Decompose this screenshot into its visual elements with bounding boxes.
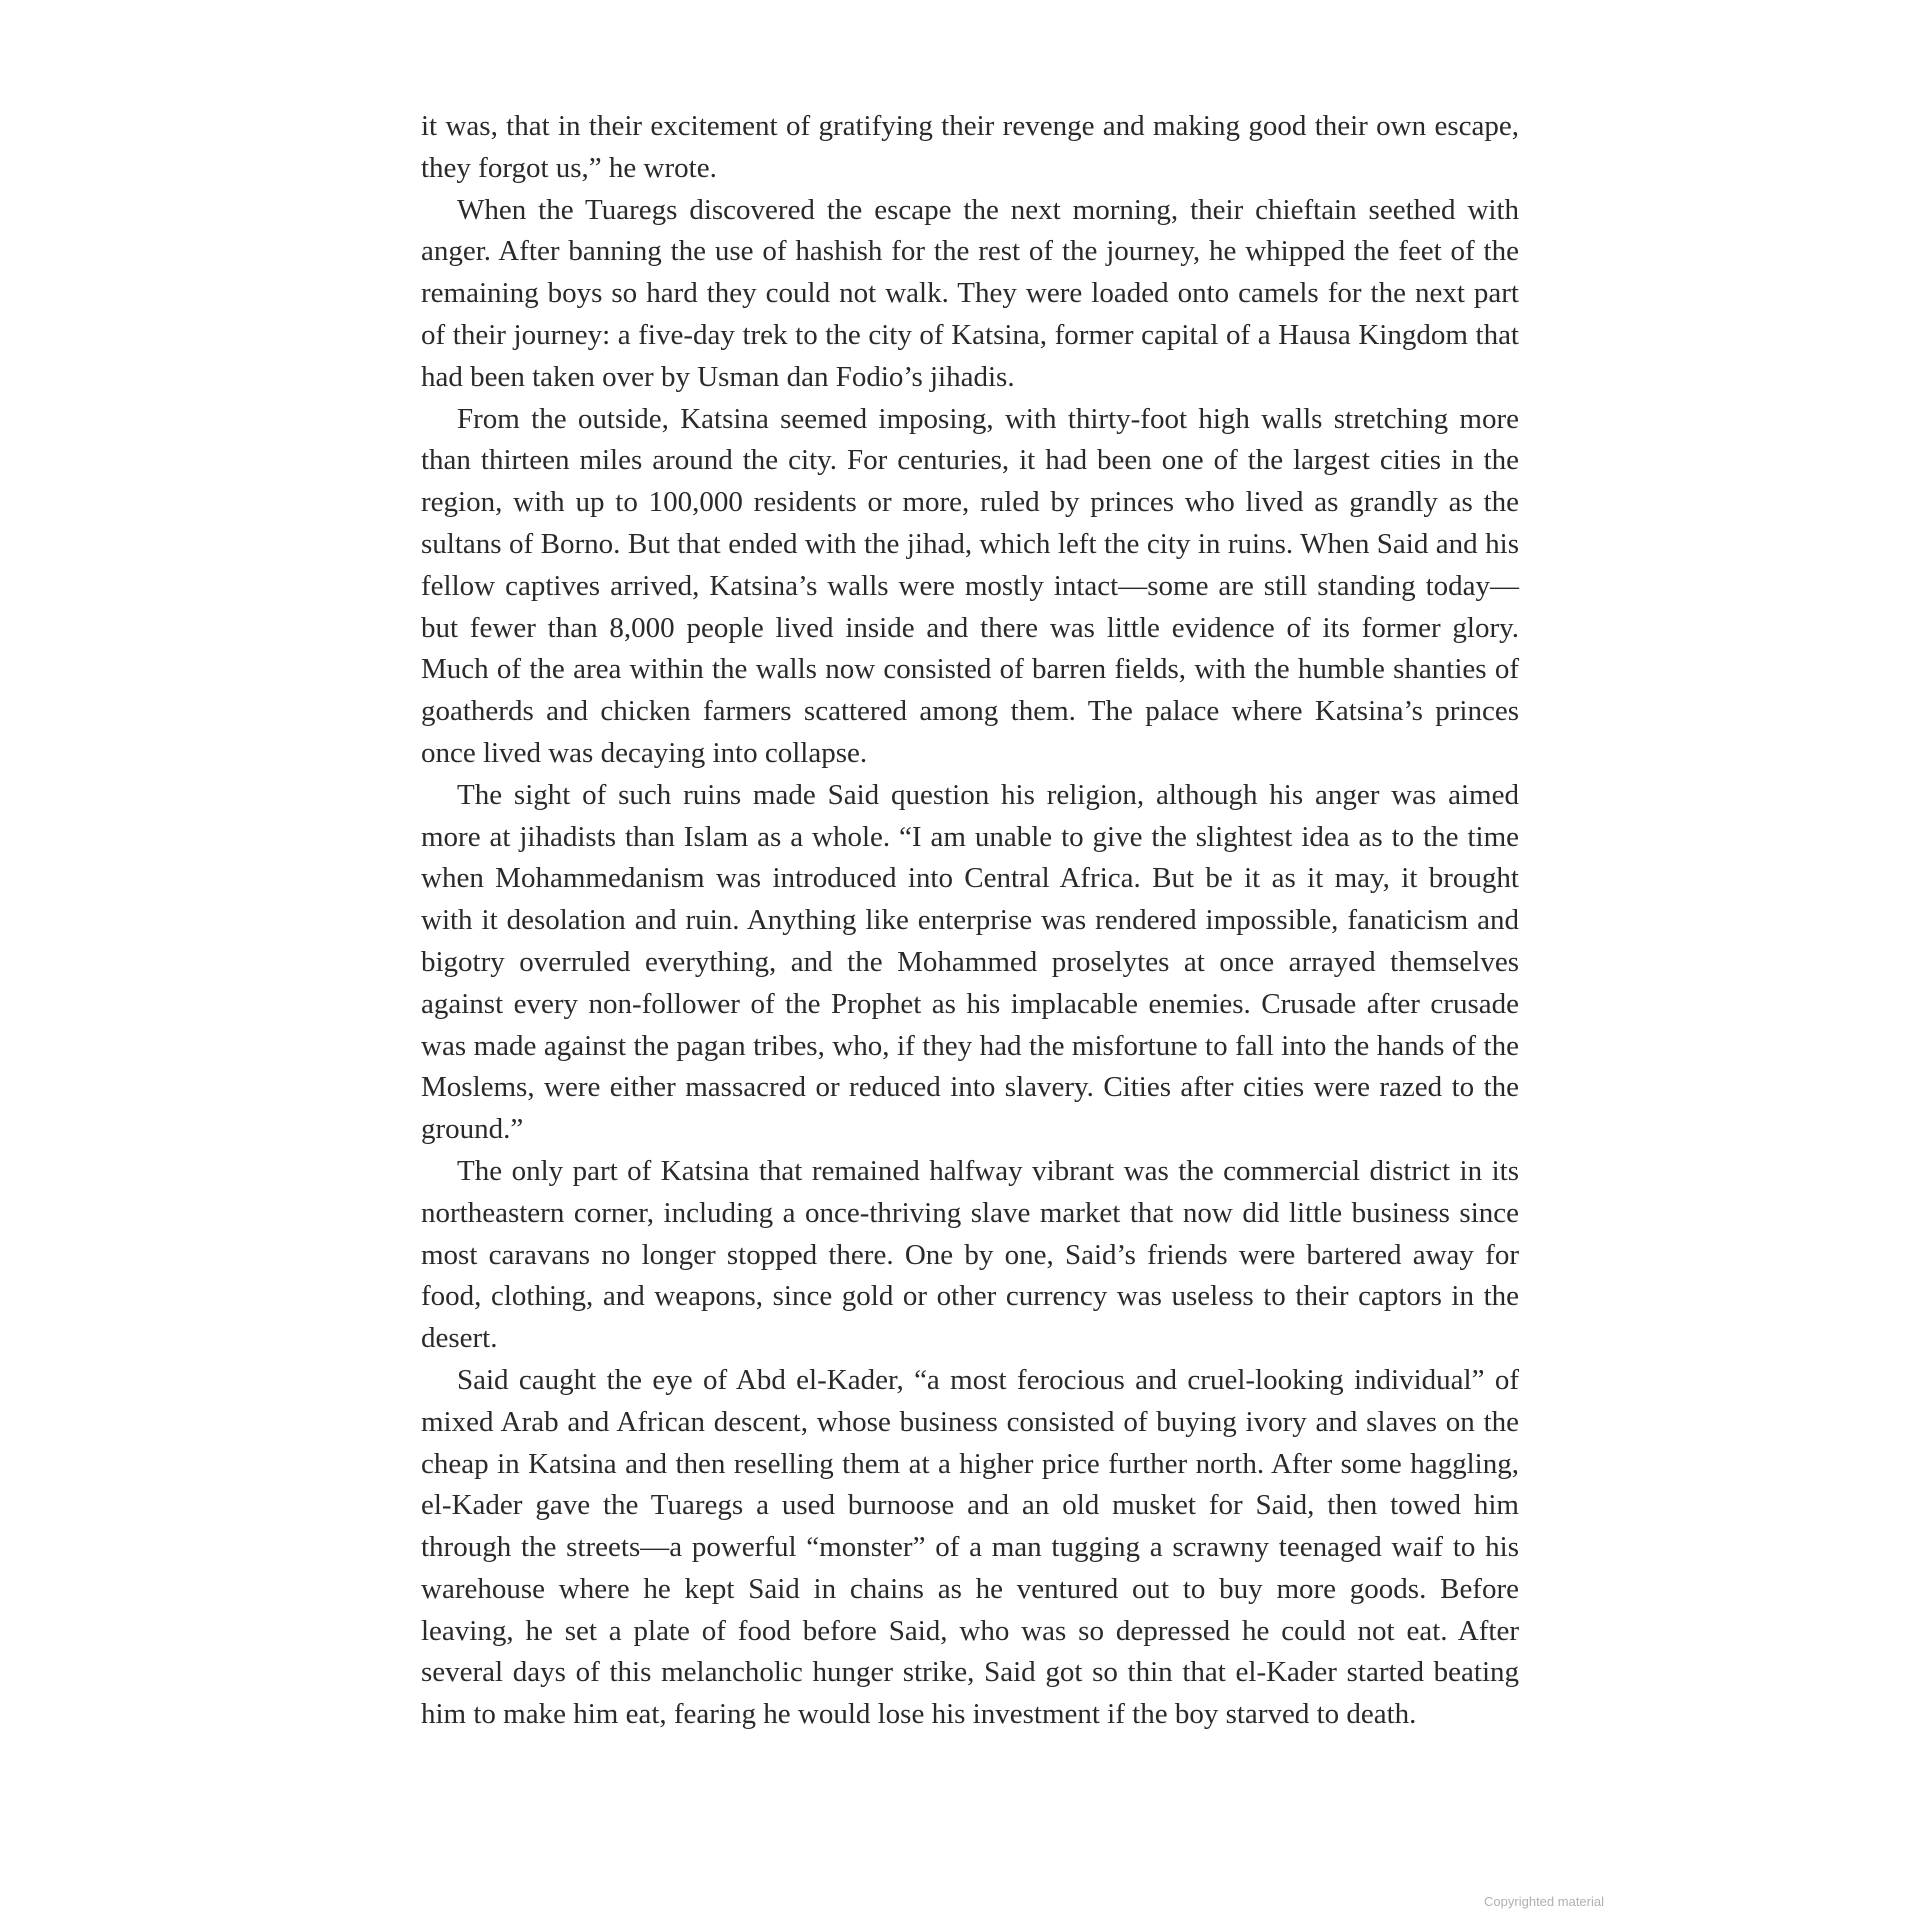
copyright-watermark: Copyrighted material — [1484, 1894, 1604, 1909]
paragraph-continuation: it was, that in their excitement of gratifying their revenge and making good their own escape, they forgot us,” he wrote. — [421, 110, 1519, 184]
paragraph-religion-quote: The sight of such ruins made Said question his religion, although his anger was aimed more at jihadists than Islam as a whole. “I am unable to give the slightest idea as to the time when Mohammedanism was introduced into Central Africa. But be it as it may, it brought with it desolation and ruin. Anything like enterprise was rendered impossible, fanaticism and bigotry overruled everything, and the Mohammed proselytes at once arrayed themselves against every non-follower of the Prophet as his implacable enemies. Crusade after crusade was made against the pagan tribes, who, if they had the misfortune to fall into the hands of the Moslems, were either massacred or reduced into slavery. Cities after cities were razed to the ground.” — [421, 778, 1519, 1146]
paragraph-katsina-description: From the outside, Katsina seemed imposing, with thirty-foot high walls stretching more than thirteen miles around the city. For centuries, it had been one of the largest cities in the region, with up to 100,000 residents or more, ruled by princes who lived as grandly as the sultans of Borno. But that ended with the jihad, which left the city in ruins. When Said and his fellow captives arrived, Katsina’s walls were mostly intact—some are still standing today—but fewer than 8,000 people lived inside and there was little evidence of its former glory. Much of the area within the walls now consisted of barren fields, with the humble shanties of goatherds and chicken farmers scattered among them. The palace where Katsina’s princes once lived was decaying into collapse. — [421, 402, 1519, 769]
paragraph-tuaregs-discovery: When the Tuaregs discovered the escape the next morning, their chieftain seethed with anger. After banning the use of hashish for the rest of the journey, he whipped the feet of the remaining boys so hard they could not walk. They were loaded onto camels for the next part of their journey: a five-day trek to the city of Katsina, former capital of a Hausa Kingdom that had been taken over by Usman dan Fodio’s jihadis. — [421, 193, 1519, 393]
paragraph-abd-el-kader: Said caught the eye of Abd el-Kader, “a most ferocious and cruel-looking individual” of mixed Arab and African descent, whose business consisted of buying ivory and slaves on the cheap in Katsina and then reselling them at a higher price further north. After some haggling, el-Kader gave the Tuaregs a used burnoose and an old musket for Said, then towed him through the streets—a powerful “monster” of a man tugging a scrawny teenaged waif to his warehouse where he kept Said in chains as he ventured out to buy more goods. Before leaving, he set a plate of food before Said, who was so depressed he could not eat. After several days of this melancholic hunger strike, Said got so thin that el-Kader started beating him to make him eat, fearing he would lose his investment if the boy starved to death. — [421, 1363, 1519, 1731]
paragraph-commercial-district: The only part of Katsina that remained halfway vibrant was the commercial district in its northeastern corner, including a once-thriving slave market that now did little business since most caravans no longer stopped there. One by one, Said’s friends were bartered away for food, clothing, and weapons, since gold or other currency was useless to their captors in the desert. — [421, 1154, 1519, 1355]
body-text — [421, 106, 1519, 1736]
